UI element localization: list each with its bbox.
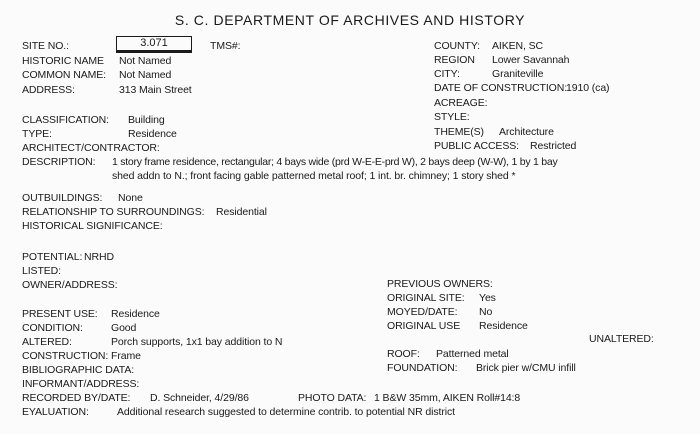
present-use-value: Residence [111, 308, 160, 320]
roof-value: Patterned metal [436, 348, 509, 360]
description-label: DESCRIPTION: [22, 156, 96, 168]
themes-label: THEME(S) [434, 126, 484, 138]
site-no-underline [116, 51, 192, 53]
owner-label: OWNER/ADDRESS: [22, 279, 118, 291]
region-label: REGION [434, 54, 475, 66]
description-line-1: 1 story frame residence, rectangular; 4 bays wide (prd W-E-E-prd W), 2 bays deep (W-W), 1 by 1 bay [112, 156, 558, 168]
previous-owners-label: PREVIOUS OWNERS: [387, 278, 493, 290]
relationship-value: Residential [216, 206, 267, 218]
city-value: Graniteville [492, 68, 544, 80]
potential-value: NRHD [84, 251, 114, 263]
foundation-label: FOUNDATION: [387, 362, 458, 374]
style-label: STYLE: [434, 111, 470, 123]
historic-name-label: HISTORIC NAME [22, 55, 104, 67]
type-label: TYPE: [22, 128, 52, 140]
classification-label: CLASSIFICATION: [22, 114, 109, 126]
condition-value: Good [111, 322, 137, 334]
moved-value: No [479, 306, 493, 318]
altered-label: ALTERED: [22, 336, 72, 348]
construction-value: Frame [111, 350, 141, 362]
region-value: Lower Savannah [492, 54, 570, 66]
site-no-label: SITE NO.: [22, 40, 69, 52]
county-label: COUNTY: [434, 40, 480, 52]
address-label: ADDRESS: [22, 84, 75, 96]
unaltered-label: UNALTERED: [589, 333, 654, 345]
type-value: Residence [128, 128, 177, 140]
tms-label: TMS#: [210, 40, 241, 52]
bibliographic-label: BIBLIOGRAPHIC DATA: [22, 364, 135, 376]
photo-value: 1 B&W 35mm, AIKEN Roll#14:8 [374, 392, 521, 404]
outbuildings-value: None [118, 192, 143, 204]
altered-value: Porch supports, 1x1 bay addition to N [111, 336, 283, 348]
recorded-value: D. Schneider, 4/29/86 [150, 392, 249, 404]
site-no-value: 3.071 [116, 36, 192, 51]
historic-name-value: Not Named [119, 55, 172, 67]
themes-value: Architecture [499, 126, 554, 138]
common-name-value: Not Named [119, 69, 172, 81]
photo-label: PHOTO DATA: [298, 392, 367, 404]
original-use-value: Residence [479, 320, 528, 332]
public-access-value: Restricted [530, 140, 577, 152]
acreage-label: ACREAGE: [434, 97, 488, 109]
city-label: CITY: [434, 68, 460, 80]
county-value: AIKEN, SC [492, 40, 544, 52]
roof-label: ROOF: [387, 348, 420, 360]
page-title: S. C. DEPARTMENT OF ARCHIVES AND HISTORY [174, 12, 526, 28]
recorded-label: RECORDED BY/DATE: [22, 392, 131, 404]
historical-significance-label: HISTORICAL SIGNIFICANCE: [22, 220, 163, 232]
evaluation-label: EYALUATION: [22, 406, 89, 418]
common-name-label: COMMON NAME: [22, 69, 106, 81]
description-line-2: shed addn to N.; front facing gable patterned metal roof; 1 int. br. chimney; 1 story shed * [112, 170, 516, 182]
foundation-value: Brick pier w/CMU infill [476, 362, 576, 374]
address-value: 313 Main Street [119, 84, 192, 96]
evaluation-value: Additional research suggested to determine contrib. to potential NR district [117, 406, 455, 418]
informant-label: INFORMANT/ADDRESS: [22, 378, 140, 390]
date-label: DATE OF CONSTRUCTION: [434, 82, 568, 94]
outbuildings-label: OUTBUILDINGS: [22, 192, 103, 204]
construction-label: CONSTRUCTION: [22, 350, 109, 362]
architect-label: ARCHITECT/CONTRACTOR: [22, 142, 160, 154]
classification-value: Building [128, 114, 165, 126]
present-use-label: PRESENT USE: [22, 308, 98, 320]
moved-label: MOYED/DATE: [387, 306, 458, 318]
date-value: 1910 (ca) [566, 82, 610, 94]
public-access-label: PUBLIC ACCESS: [434, 140, 519, 152]
listed-label: LISTED: [22, 265, 61, 277]
original-use-label: ORIGINAL USE [387, 320, 461, 332]
condition-label: CONDITION: [22, 322, 83, 334]
original-site-value: Yes [479, 292, 496, 304]
relationship-label: RELATIONSHIP TO SURROUNDINGS: [22, 206, 205, 218]
original-site-label: ORIGINAL SITE: [387, 292, 465, 304]
potential-label: POTENTIAL: [22, 251, 83, 263]
